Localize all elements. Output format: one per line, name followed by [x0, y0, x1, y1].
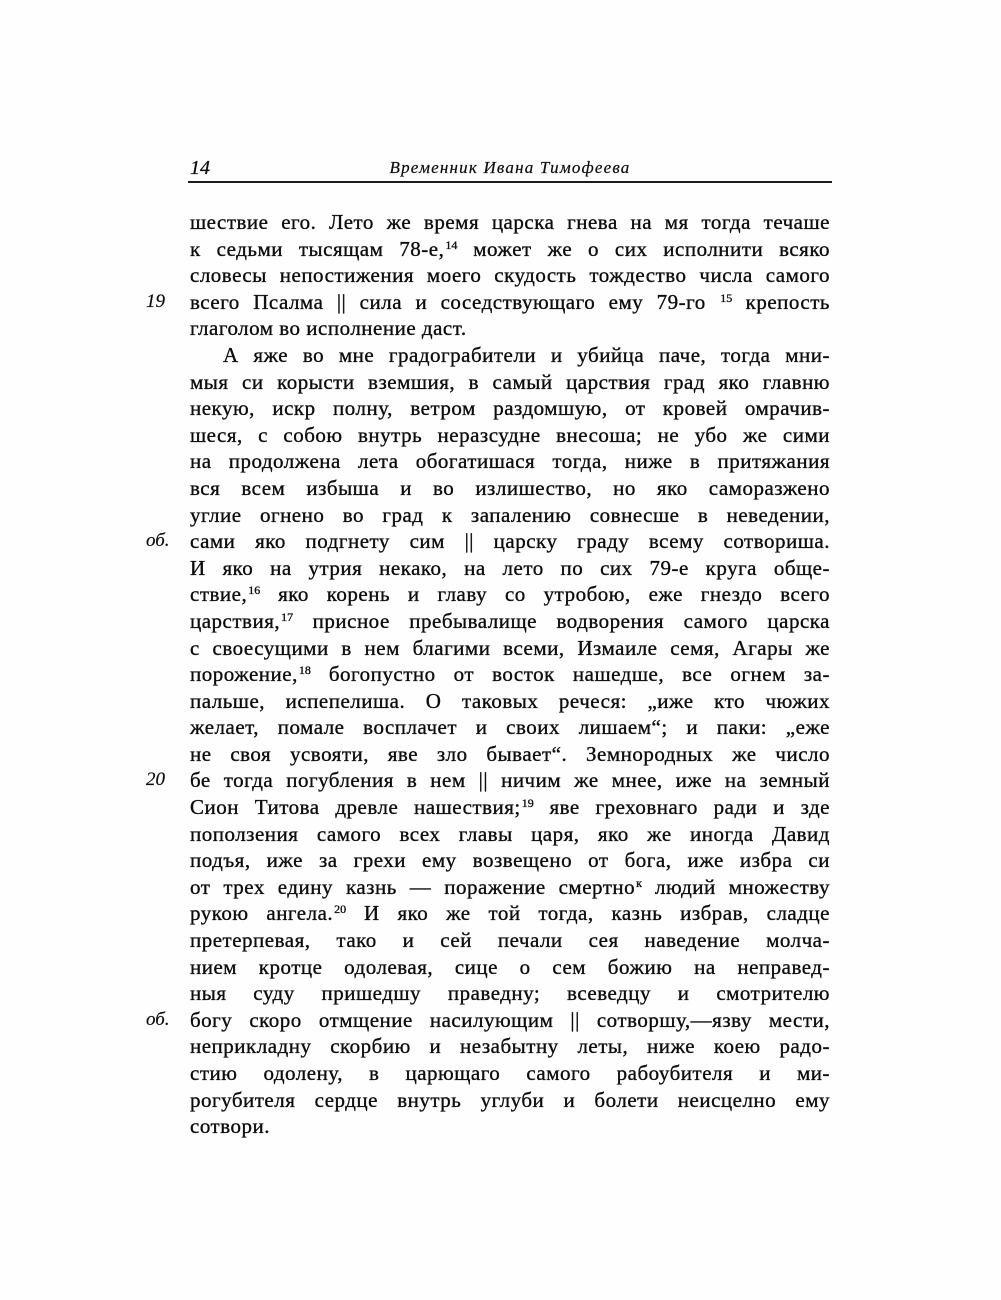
text-segment: нием кротце одолевая, сице о сем божию на неправед-	[190, 954, 830, 979]
text-segment: ствие,	[190, 582, 248, 607]
text-segment: подъя, иже за грехи ему возвещено от бога, иже избра си	[190, 848, 830, 873]
text-segment: с своесущими в нем благими всеми, Измаиле семя, Агары же	[190, 635, 830, 660]
text-line	[190, 262, 830, 289]
text-segment: поползения самого всех главы царя, яко же иногда Давид	[190, 821, 830, 846]
text-segment: сами яко подгнету сим || царску граду всему сотвориша.	[190, 529, 830, 554]
text-segment: всего Псалма || сила и соседствующаго ему 79-го	[190, 289, 720, 314]
footnote-ref: 16	[248, 583, 261, 598]
text-segment: не своя усвояти, яве зло бывает“. Земнородных же число	[190, 741, 830, 766]
running-title: Временник Ивана Тимофеева	[389, 158, 631, 177]
text-line	[190, 874, 830, 901]
page-header	[190, 155, 830, 181]
text-segment: вся всем избыша и во излишество, но яко саморазжено	[190, 475, 830, 500]
text-line	[190, 581, 830, 608]
margin-note: об.	[146, 1008, 170, 1030]
text-segment: от трех едину казнь — поражение смертно	[190, 874, 636, 899]
footnote-ref: 14	[445, 237, 458, 252]
text-line	[190, 688, 830, 715]
text-segment: претерпевая, тако и сей печали сея наведение молча-	[190, 928, 830, 953]
footnote-ref: 17	[281, 609, 294, 624]
text-segment: пальше, испепелиша. О таковых речеся: „иже кто чюжих	[190, 688, 830, 713]
text-segment: рогубителя сердце внутрь углуби и болети неисцелно ему	[190, 1087, 830, 1112]
text-line	[190, 900, 830, 927]
text-segment: яве греховнаго ради и зде	[533, 795, 830, 820]
text-line	[190, 1060, 830, 1087]
footnote-ref: 15	[720, 290, 733, 305]
text-segment: богопустно от восток нашедше, все огнем за-	[310, 662, 830, 687]
text-line	[190, 635, 830, 662]
text-line	[146, 767, 830, 794]
text-segment: И яко же той тогда, казнь избрав, сладце	[346, 901, 830, 926]
text-segment: шествие его. Лето же время царска гнева на мя тогда течаше	[190, 210, 830, 234]
text-segment: на продолжена лета обогатишася тогда, ниже в притяжания	[190, 449, 830, 474]
text-line	[190, 1113, 830, 1140]
text-line	[190, 794, 830, 821]
text-line	[190, 422, 830, 449]
text-segment: ныя суду пришедшу праведну; всеведцу и смотрителю	[190, 981, 830, 1006]
footnote-ref: 20	[334, 902, 347, 917]
text-segment: стию одолену, в царющаго самого рабоубителя и ми-	[190, 1061, 830, 1085]
margin-note: об.	[146, 530, 170, 552]
text-segment: рукою ангела.	[190, 901, 334, 926]
text-segment: богу скоро отмщение насилующим || сотворшу,—язву мести,	[190, 1007, 830, 1032]
text-segment: некую, искр полну, ветром раздомшую, от кровей омрачив-	[190, 396, 830, 421]
footnote-ref: 18	[298, 663, 311, 678]
text-line	[190, 502, 830, 529]
text-segment: Сион Титова древле нашествия;	[190, 795, 521, 820]
footnote-ref: 19	[521, 796, 534, 811]
text-segment: крепость	[732, 289, 830, 314]
text-segment: неприкладну скорбию и незабытну леты, ниже коею радо-	[190, 1034, 830, 1059]
footnote-ref: к	[636, 875, 643, 890]
text-segment: царствия,	[190, 608, 281, 633]
text-segment: людий множеству	[642, 874, 830, 899]
text-segment: желает, помале восплачет и своих лишаем“; и паки: „еже	[190, 715, 830, 740]
text-line	[190, 236, 830, 263]
text-line	[190, 661, 830, 688]
text-line	[190, 1033, 830, 1060]
page-number: 14	[190, 157, 210, 179]
header-rule	[188, 181, 832, 183]
text-line	[190, 448, 830, 475]
text-line	[190, 209, 830, 236]
text-line	[190, 714, 830, 741]
text-line	[190, 608, 830, 635]
text-segment: яко корень и главу со утробою, еже гнездо всего	[260, 582, 830, 607]
text-segment: сотвори.	[190, 1114, 270, 1139]
text-segment: присное пребывалище водворения самого царска	[293, 608, 830, 633]
text-segment: порожение,	[190, 662, 298, 687]
text-line	[146, 528, 830, 555]
text-segment: И яко на утрия некако, на лето по сих 79-е круга обще-	[190, 555, 830, 580]
text-segment: может же о сих исполнити всяко	[457, 236, 830, 261]
margin-note: 19	[146, 290, 165, 312]
text-line	[146, 289, 830, 316]
margin-note: 20	[146, 769, 165, 791]
text-segment: глаголом во исполнение даст.	[190, 316, 467, 341]
text-segment: А яже во мне градограбители и убийца паче, тогда мни-	[223, 342, 830, 367]
text-line	[190, 741, 830, 768]
text-line	[190, 315, 830, 342]
text-segment: к седьми тысящам 78-е,	[190, 236, 445, 261]
text-line	[190, 821, 830, 848]
text-line	[190, 555, 830, 582]
text-segment: бе тогда погубления в нем || ничим же мнее, иже на земный	[190, 768, 830, 793]
text-line	[146, 1007, 830, 1034]
text-line	[190, 980, 830, 1007]
text-line	[190, 1087, 830, 1114]
text-line	[190, 395, 830, 422]
text-line	[190, 927, 830, 954]
text-line	[190, 342, 830, 369]
text-block	[146, 209, 830, 1140]
text-segment: мыя си корысти вземшия, в самый царствия град яко главню	[190, 369, 830, 394]
text-segment: углие огнено во град к запалению совнесше в неведении,	[190, 502, 830, 527]
text-line	[190, 847, 830, 874]
text-segment: словесы непостижения моего скудость тождество числа самого	[190, 263, 830, 288]
text-line	[190, 369, 830, 396]
text-line	[190, 954, 830, 981]
text-segment: шеся, с собою внутрь неразсудне внесоша; не убо же сими	[190, 422, 830, 447]
text-line	[190, 475, 830, 502]
